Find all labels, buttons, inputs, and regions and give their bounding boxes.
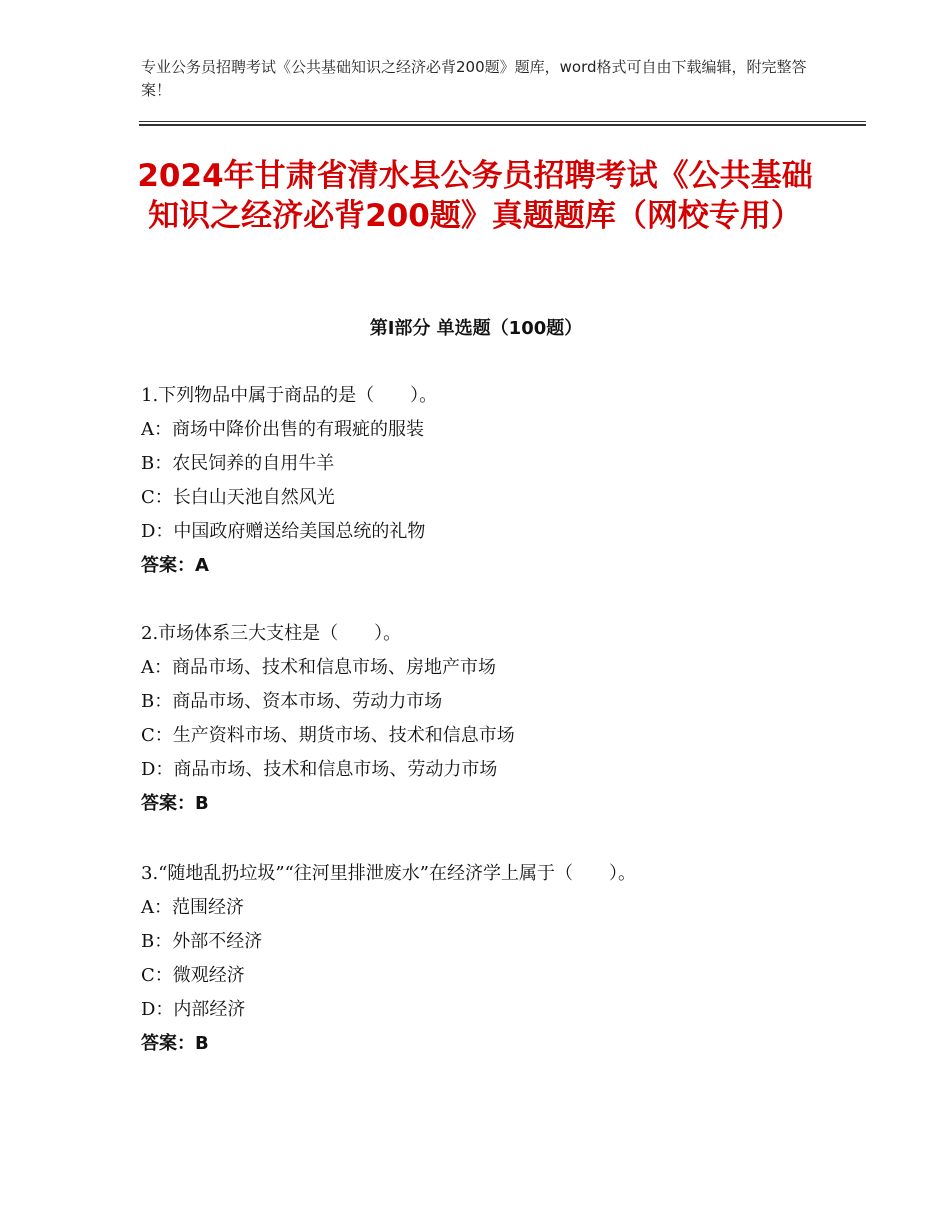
- question-3: [141, 857, 841, 1061]
- answer: 答案：B: [141, 793, 209, 814]
- option-c: C：生产资料市场、期货市场、技术和信息市场: [141, 725, 515, 746]
- option-d: D：商品市场、技术和信息市场、劳动力市场: [141, 759, 498, 780]
- option-c: C：长白山天池自然风光: [141, 487, 335, 508]
- question-stem: 1.下列物品中属于商品的是（ ）。: [141, 385, 438, 406]
- question-stem: 3.“随地乱扔垃圾”“往河里排泄废水”在经济学上属于（ ）。: [141, 863, 636, 884]
- question-2: [141, 617, 841, 821]
- option-b: B：商品市场、资本市场、劳动力市场: [141, 691, 443, 712]
- option-b: B：农民饲养的自用牛羊: [141, 453, 335, 474]
- option-c: C：微观经济: [141, 965, 245, 986]
- question-stem: 2.市场体系三大支柱是（ ）。: [141, 623, 402, 644]
- answer: 答案：B: [141, 1033, 209, 1054]
- option-d: D：内部经济: [141, 999, 246, 1020]
- question-1: [141, 379, 841, 583]
- header-rule-thick: [139, 124, 866, 126]
- section-title: 第Ⅰ部分 单选题（100题）: [369, 318, 583, 339]
- option-a: A：商场中降价出售的有瑕疵的服装: [141, 419, 424, 440]
- document-title: 2024年甘肃省清水县公务员招聘考试《公共基础知识之经济必背200题》真题题库（网校专用）: [137, 158, 813, 234]
- option-a: A：范围经济: [141, 897, 244, 918]
- answer: 答案：A: [141, 555, 209, 576]
- header-note: 专业公务员招聘考试《公共基础知识之经济必背200题》题库，word格式可自由下载编辑，附完整答案！: [141, 58, 807, 99]
- header-rule-thin: [139, 121, 866, 122]
- option-b: B：外部不经济: [141, 931, 263, 952]
- option-a: A：商品市场、技术和信息市场、房地产市场: [141, 657, 496, 678]
- option-d: D：中国政府赠送给美国总统的礼物: [141, 521, 426, 542]
